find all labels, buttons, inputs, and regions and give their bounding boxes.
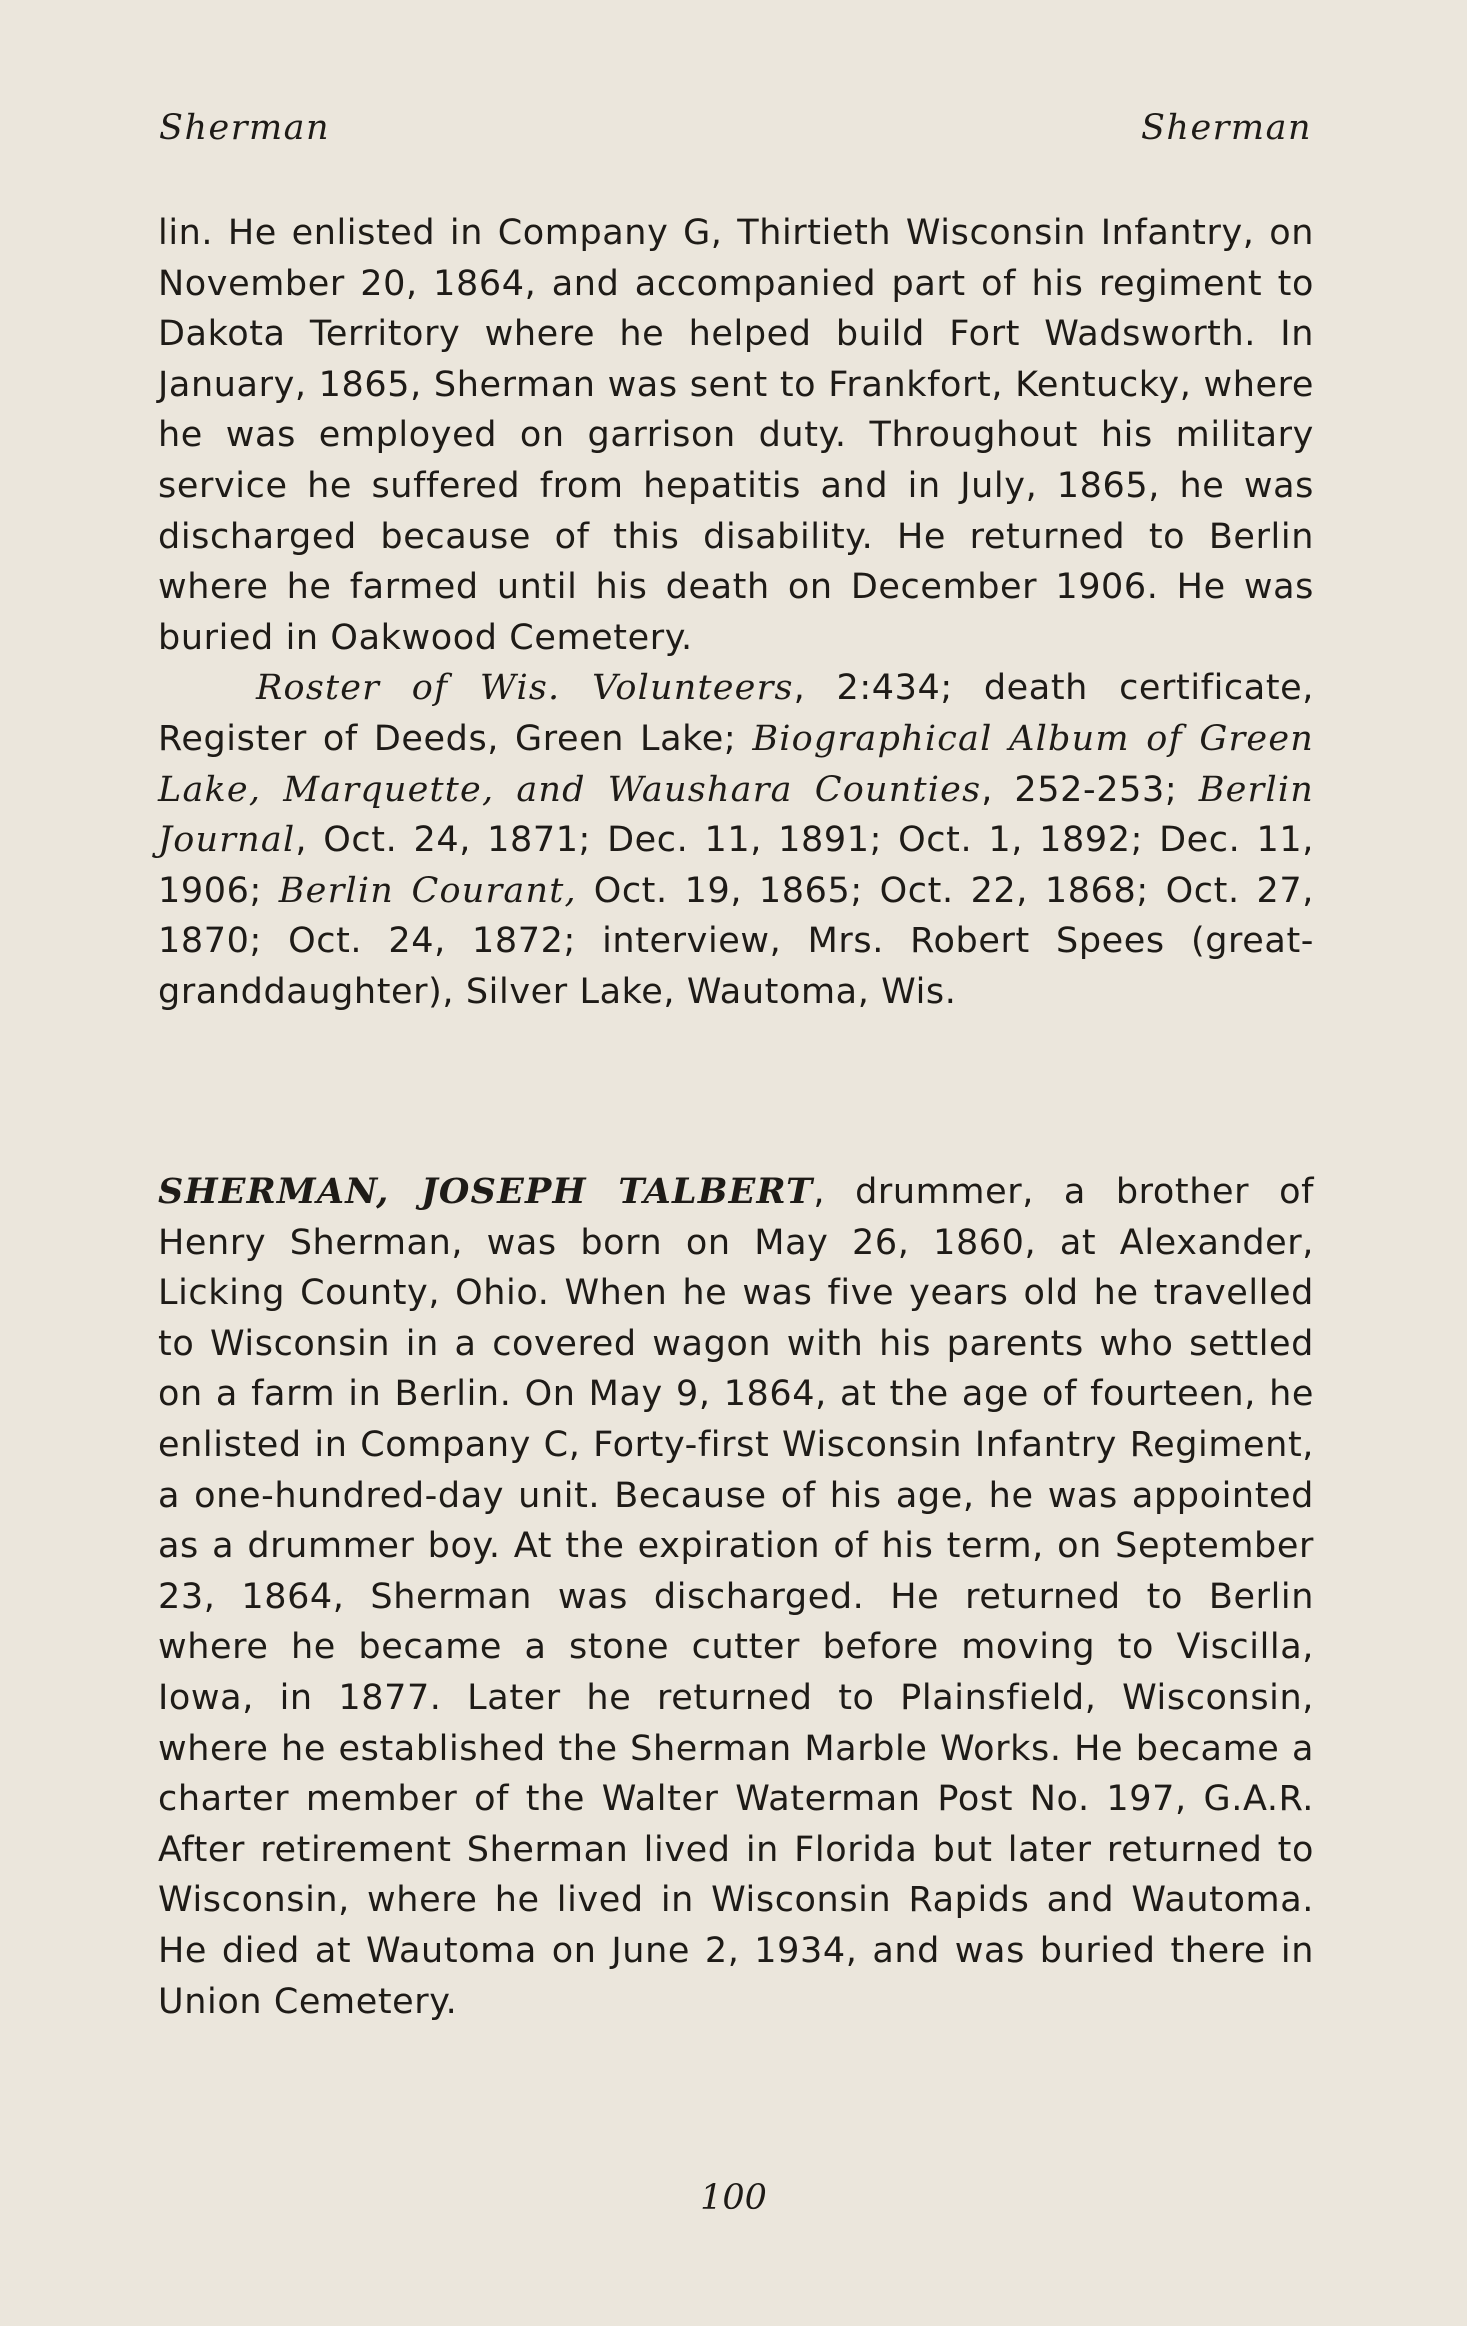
running-head-left: Sherman <box>159 108 331 148</box>
source-title: Roster of Wis. Volunteers <box>256 668 794 709</box>
running-head-right: Sherman <box>1140 108 1312 148</box>
entry-body <box>158 1167 1314 2027</box>
entry-text: , drummer, a brother of Henry Sherman, was born on May 26, 1860, at Alexander, Licking County, Ohio. When he was five years old he travelled to Wisconsin in a covered wagon with his parents who settled on a farm in Berlin. On May 9, 1864, at the age of fourteen, he enlisted in Company C, Forty-first Wisconsin Infantry Regiment, a one-hundred-day unit. Because of his age, he was appointed as a drummer boy. At the expiration of his term, on September 23, 1864, Sherman was discharged. He returned to Berlin where he became a stone cutter before moving to Viscilla, Iowa, in 1877. Later he returned to Plainsfield, Wisconsin, where he established the Sherman Marble Works. He became a charter member of the Walter Waterman Post No. 197, G.A.R. After retirement Sherman lived in Florida but later returned to Wisconsin, where he lived in Wisconsin Rapids and Wautoma. He died at Wautoma on June 2, 1934, and was buried there in Union Cemetery. <box>158 1172 1315 2022</box>
source-title: Berlin Journal <box>158 769 1314 861</box>
source-title: Biographical Album of Green Lake, Marquette, and Waushara Counties <box>158 718 1314 810</box>
entry-body: lin. He enlisted in Company G, Thirtieth Wisconsin Infantry, on November 20, 1864, and accompanied part of his regiment to Dakota Territory where he helped build Fort Wadsworth. In January, 1865, Sherman was sent to Frankfort, Kentucky, where he was employed on garrison duty. Throughout his military service he suffered from hepatitis and in July, 1865, he was discharged because of this disability. He returned to Berlin where he farmed until his death on December 1906. He was buried in Oakwood Cemetery. <box>158 213 1314 658</box>
source-reference: , 2:434; death certificate, Register of Deeds, Green Lake; <box>158 668 1314 759</box>
page-number: 100 <box>700 2178 767 2218</box>
entry-sherman-joseph-talbert <box>158 1167 1314 2027</box>
source-reference: , Oct. 24, 1871; Dec. 11, 1891; Oct. 1, 1892; Dec. 11, 1906; <box>158 820 1314 911</box>
source-title: Berlin Courant, <box>278 870 577 911</box>
source-reference: , 252-253; <box>981 769 1199 810</box>
entry-continuation <box>158 208 1314 1018</box>
source-reference: Oct. 19, 1865; Oct. 22, 1868; Oct. 27, 1870; Oct. 24, 1872; interview, Mrs. Robert Spees (great-granddaughter), Silver Lake, Wautoma, Wis. <box>158 870 1314 1012</box>
entry-name: SHERMAN, JOSEPH TALBERT <box>158 1171 814 1212</box>
entry-sources <box>158 663 1314 1017</box>
